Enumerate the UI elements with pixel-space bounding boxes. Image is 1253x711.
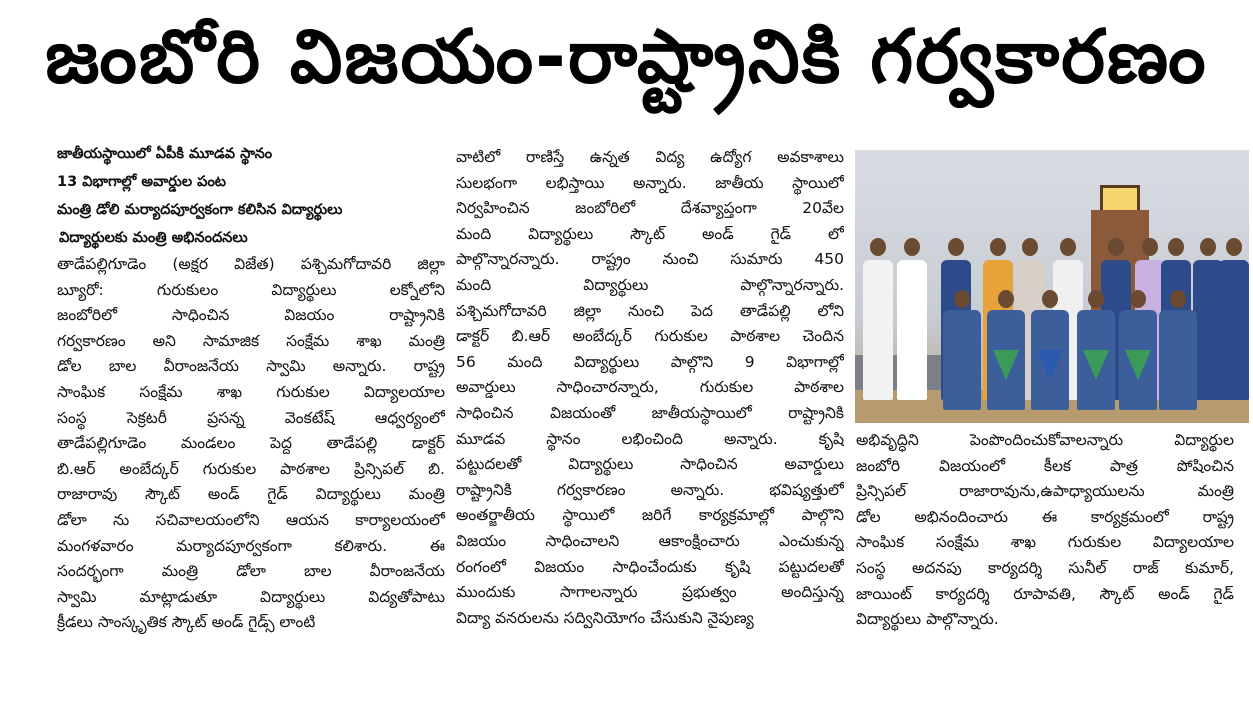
article-line: అవార్డులు సాధించారన్నారు, గురుకుల పాఠశాల — [456, 378, 844, 397]
photo-person — [1219, 260, 1249, 400]
article-line: మంది విద్యార్థులు పాల్గొన్నారన్నారు. — [456, 275, 844, 294]
article-line: సంస్థ అదనపు కార్యదర్శి సునీల్ రాజ్ కుమార్, — [856, 558, 1234, 577]
photo-student-head — [1088, 290, 1104, 308]
photo-student-head — [954, 290, 970, 308]
article-line: బి.ఆర్ అంబేద్కర్ గురుకుల పాఠశాల ప్రిన్సిపల్ బి. — [57, 459, 445, 478]
article-line: విద్యా వనరులను సద్వినియోగం చేసుకుని నైపుణ్య — [456, 608, 754, 627]
article-line: మంది విద్యార్థులు స్కౌట్ అండ్ గైడ్ లో — [456, 224, 844, 243]
article-line: నిర్వహించిన జంబోరిలో దేశవ్యాప్తంగా 20వేల — [456, 199, 844, 218]
photo-person-head — [904, 238, 920, 256]
pennant-flag — [993, 350, 1019, 380]
article-line: సాధించిన విజయంతో జాతీయస్థాయిలో రాష్ట్రానికి — [456, 403, 844, 422]
photo-person-head — [990, 238, 1006, 256]
article-line: క్రీడలు సాంస్కృతిక స్కౌట్ అండ్ గైడ్స్ లాంటి — [57, 613, 316, 632]
article-line: అంతర్జాతీయ స్థాయిలో జరిగే కార్యక్రమాల్లో పాల్గొని — [456, 506, 844, 525]
article-line: తాడేపల్లిగూడెం (అక్షర విజేత) పశ్చిమగోదావరి జిల్లా — [57, 255, 445, 273]
photo-student-head — [998, 290, 1014, 308]
article-line: 56 మంది విద్యార్థులు పాల్గొని 9 విభాగాల్లో — [456, 352, 844, 371]
article-line: పట్టుదలతో విద్యార్థులు సాధించిన అవార్డులు — [456, 455, 844, 474]
pennant-flag — [1125, 350, 1151, 380]
photo-person-head — [948, 238, 964, 256]
article-line: జాయింట్ కార్యదర్శి రూపావతి, స్కౌట్ అండ్ గైడ్ — [856, 584, 1234, 603]
photo-person — [897, 260, 927, 400]
article-line: జంబోరి విజయంలో కీలక పాత్ర పోషించిన — [856, 456, 1234, 475]
photo-student-head — [1042, 290, 1058, 308]
article-line: రాజారావు స్కౌట్ అండ్ గైడ్ విద్యార్థులు మంత్రి — [57, 485, 445, 504]
article-line: విద్యార్థులు పాల్గొన్నారు. — [856, 610, 999, 629]
article-line: సాంఘిక సంక్షేమ శాఖ గురుకుల విద్యాలయాల — [57, 382, 445, 401]
subhead: 13 విభాగాల్లో అవార్డుల పంట — [57, 174, 226, 190]
article-line: మంగళవారం మర్యాదపూర్వకంగా కలిశారు. ఈ — [57, 536, 445, 555]
article-line: రాష్ట్రానికి గర్వకారణం అన్నారు. భవిష్యత్తులో — [456, 480, 844, 499]
photo-person-head — [1168, 238, 1184, 256]
pennant-flag — [1037, 350, 1063, 380]
news-photo — [855, 150, 1249, 423]
column-1 — [57, 140, 445, 636]
article-line: బ్యూరో: గురుకులం విద్యార్థులు లక్నోలోని — [57, 280, 445, 299]
column-1-body — [57, 252, 445, 636]
column-2-body — [456, 145, 844, 631]
article-line: ప్రిన్సిపల్ రాజారావును,ఉపాధ్యాయులను మంత్రి — [856, 482, 1234, 501]
article-line: విజయం సాధించాలని ఆకాంక్షించారు ఎంచుకున్న — [456, 531, 844, 550]
column-2 — [456, 145, 844, 631]
article-line: పాల్గొన్నారన్నారు. రాష్ట్రం నుంచి సుమారు 450 — [456, 250, 844, 269]
photo-student — [943, 310, 981, 410]
photo-person-head — [1226, 238, 1242, 256]
subhead: మంత్రి డోలి మర్యాదపూర్వకంగా కలిసిన విద్యార్థులు — [57, 202, 343, 218]
subhead: విద్యార్థులకు మంత్రి అభినందనలు — [59, 230, 248, 246]
photo-person-head — [1142, 238, 1158, 256]
photo-person-head — [1200, 238, 1216, 256]
photo-person-head — [1108, 238, 1124, 256]
headline: జంబోరి విజయం-రాష్ట్రానికి గర్వకారణం — [45, 14, 1208, 100]
article-line: అభివృద్ధిని పెంపొందించుకోవాలన్నారు విద్యార్థుల — [856, 431, 1234, 449]
article-line: సులభంగా లభిస్తాయి అన్నారు. జాతీయ స్థాయిలో — [456, 173, 844, 192]
column-3 — [856, 428, 1234, 633]
article-line: తాడేపల్లిగూడెం మండలం పెద్ద తాడేపల్లి డాక్టర్ — [57, 434, 445, 453]
photo-student — [1159, 310, 1197, 410]
article-line: ముందుకు సాగాలన్నారు ప్రభుత్వం అందిస్తున్న — [456, 583, 844, 602]
article-line: డోల అభినందించారు ఈ కార్యక్రమంలో రాష్ట్ర — [856, 507, 1234, 526]
article-line: సాంఘిక సంక్షేమ శాఖ గురుకుల విద్యాలయాల — [856, 533, 1234, 552]
photo-person-head — [1022, 238, 1038, 256]
article-line: స్వామి మాట్లాడుతూ విద్యార్థులు విద్యతోపాటు — [57, 587, 445, 606]
article-line: మూడవ స్థానం లభించింది అన్నారు. కృషి — [456, 429, 844, 448]
article-line: వాటిలో రాణిస్తే ఉన్నత విద్య ఉద్యోగ అవకాశాలు — [456, 148, 844, 166]
photo-person — [863, 260, 893, 400]
article-line: గర్వకారణం అని సామాజిక సంక్షేమ శాఖ మంత్రి — [57, 331, 445, 350]
article-line: సందర్భంగా మంత్రి డోలా బాల వీరాంజనేయ — [57, 562, 445, 581]
article-line: రంగంలో విజయం సాధించేందుకు కృషి పట్టుదలతో — [456, 557, 844, 576]
article-line: డోల బాల వీరాంజనేయ స్వామి అన్నారు. రాష్ట్ర — [57, 357, 445, 376]
article-line: పశ్చిమగోదావరి జిల్లా నుంచి పెద తాడేపల్లి లోని — [456, 301, 844, 320]
article-line: జంబోరిలో సాధించిన విజయం రాష్ట్రానికి — [57, 306, 445, 325]
column-3-body — [856, 428, 1234, 633]
article-line: సంస్థ సెక్రటరీ ప్రసన్న వెంకటేష్ ఆధ్వర్యంలో — [57, 408, 445, 427]
pennant-flag — [1083, 350, 1109, 380]
article-line: డాక్టర్ బి.ఆర్ అంబేద్కర్ గురుకుల పాఠశాల చెందిన — [456, 327, 844, 346]
photo-student-head — [1170, 290, 1186, 308]
photo-person-head — [870, 238, 886, 256]
subhead: జాతీయస్థాయిలో ఏపీకి మూడవ స్థానం — [57, 146, 273, 162]
photo-person-head — [1060, 238, 1076, 256]
article-line: డోలా ను సచివాలయంలోని ఆయన కార్యాలయంలో — [57, 510, 445, 529]
photo-student-head — [1130, 290, 1146, 308]
